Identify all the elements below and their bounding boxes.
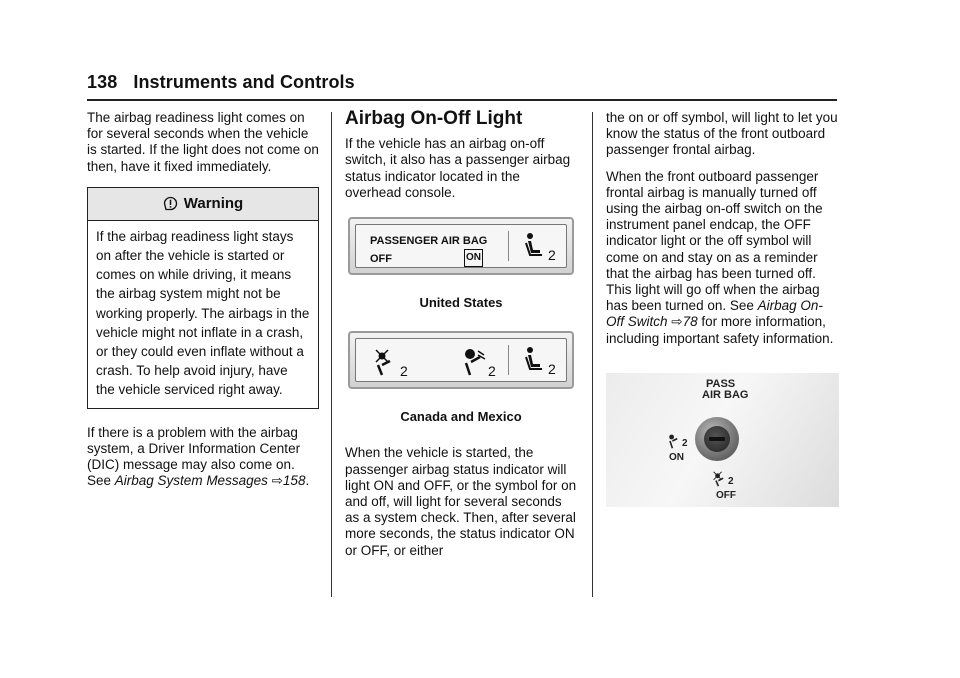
warning-header — [88, 188, 318, 221]
seat-number: 2 — [548, 247, 556, 264]
us-indicator-panel — [348, 217, 574, 275]
column-3 — [606, 110, 838, 507]
airbag-switch-link[interactable]: Airbag On-Off Switch — [606, 298, 823, 330]
us-panel-face — [355, 224, 567, 268]
warning-body: If the airbag readiness light stays on after the vehicle is started or comes on while driving, it means the airbag system might not be working properly. The airbags in the vehicle might not inflate in a crash, or they could even inflate without a crash. To help avoid injury, have the vehicle serviced right away. — [96, 228, 310, 398]
column-divider — [592, 112, 593, 597]
panel-divider — [508, 345, 509, 375]
photo-off-seat-num: 2 — [728, 475, 734, 487]
on-label: ON — [464, 249, 483, 267]
page-ref-arrow-icon: ⇨ — [671, 314, 683, 330]
passenger-airbag-off-icon — [372, 347, 402, 377]
dic-paragraph — [87, 425, 319, 490]
airbag-messages-link[interactable]: Airbag System Messages — [114, 473, 268, 489]
page-ref-arrow-icon: ⇨ — [271, 473, 283, 489]
caption-united-states: United States — [419, 295, 503, 311]
page-header — [87, 72, 837, 93]
caption-canada-mexico: Canada and Mexico — [400, 409, 522, 425]
photo-off-label: OFF — [716, 489, 736, 501]
dic-end: . — [305, 473, 310, 489]
seated-passenger-airbag-icon — [518, 231, 548, 261]
column-1 — [87, 110, 319, 499]
passenger-airbag-off-icon — [712, 471, 728, 487]
col3-text: When the front outboard passenger frontal airbag is manually turned off using the airbag on-off switch on the instrument panel endcap, the OFF indicator light or the off symbol will come on and stay on as a reminder that the airbag has been turned off. This light will go off when the airbag has been turned on. See — [606, 168, 823, 314]
warning-box — [87, 187, 319, 409]
intro-paragraph: The airbag readiness light comes on for several seconds when the vehicle is started. If the light does not come on then, have it fixed immediately. — [87, 110, 319, 174]
photo-on-label: ON — [669, 451, 684, 463]
lock-cylinder — [704, 426, 730, 452]
col3-end: for more information, including important safety information. — [606, 314, 834, 346]
section-title: Instruments and Controls — [133, 72, 355, 92]
photo-airbag-label: AIR BAG — [702, 388, 749, 401]
section-heading: Airbag On-Off Light — [345, 108, 523, 129]
passenger-airbag-on-icon — [666, 433, 682, 449]
airbag-switch-photo — [606, 373, 839, 507]
passenger-airbag-label: PASSENGER AIR BAG — [370, 235, 488, 248]
off-label: OFF — [370, 253, 392, 266]
seat-number-1: 2 — [400, 363, 408, 380]
col3-paragraph-2 — [606, 169, 838, 347]
photo-pass-label: PASS — [706, 377, 736, 390]
page-number: 138 — [87, 72, 118, 92]
col3-paragraph-1: the on or off symbol, will light to let you know the status of the front outboard passenger frontal airbag. — [606, 110, 838, 158]
seat-number-3: 2 — [548, 361, 556, 378]
airbag-switch-ref[interactable]: 78 — [682, 314, 698, 330]
airbag-messages-ref[interactable]: 158 — [282, 473, 306, 489]
col2-intro: If the vehicle has an airbag on-off switch, it also has a passenger airbag status indicator located in the overhead console. — [345, 136, 571, 200]
header-rule — [87, 99, 837, 101]
column-2 — [345, 110, 577, 569]
column-divider — [331, 112, 332, 597]
seated-passenger-airbag-icon — [518, 345, 548, 375]
dic-text: If there is a problem with the airbag system, a Driver Information Center (DIC) message may also come on. See — [87, 424, 301, 489]
canada-panel-face — [355, 338, 567, 382]
panel-divider — [508, 231, 509, 261]
seat-number-2: 2 — [488, 363, 496, 380]
airbag-key-lock[interactable] — [695, 417, 739, 461]
photo-on-seat-num: 2 — [682, 437, 688, 449]
key-slot — [709, 437, 725, 441]
warning-title: Warning — [183, 194, 244, 212]
col2-paragraph: When the vehicle is started, the passenger airbag status indicator will light ON and OFF, or the symbol for on and off, will light for several seconds as a system check. Then, after several more seconds, the status indicator ON or OFF, or either — [345, 445, 577, 558]
warning-icon — [163, 196, 178, 211]
canada-indicator-panel — [348, 331, 574, 389]
